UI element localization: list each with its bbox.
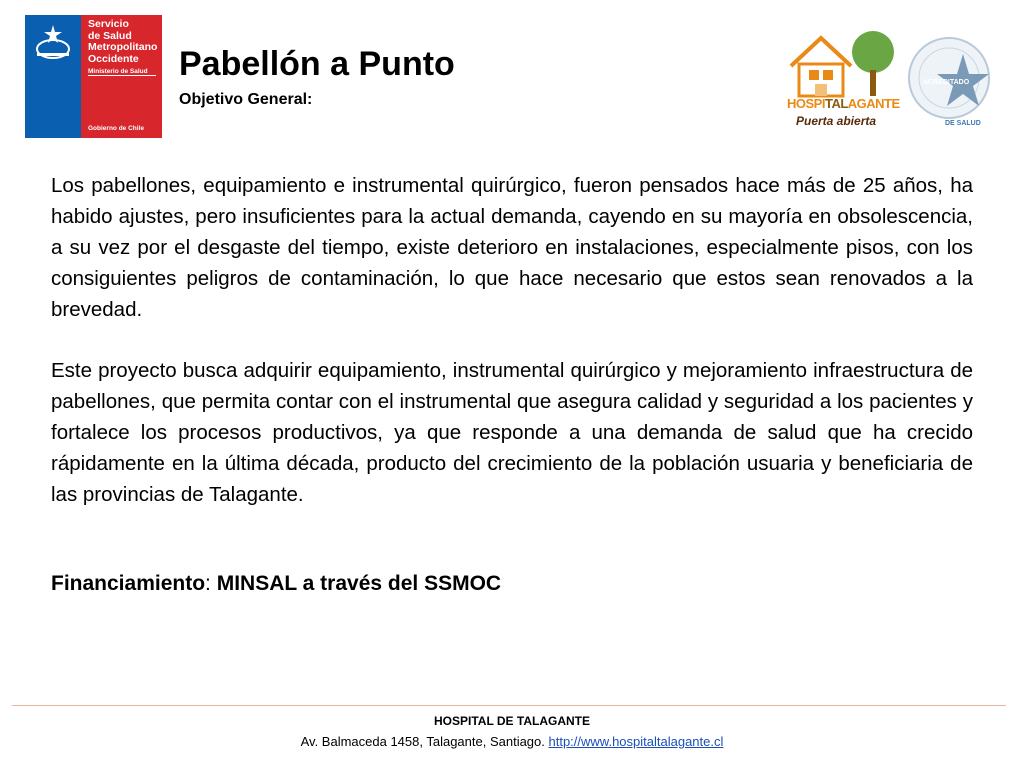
chile-crest-icon (31, 23, 75, 63)
seal-caption: DE SALUD (945, 120, 981, 127)
funding-line (51, 572, 501, 596)
logo-line: Occidente (88, 52, 139, 65)
hospital-tagline: Puerta abierta (796, 114, 877, 128)
page-title: Pabellón a Punto (179, 45, 455, 83)
funding-value: MINSAL a través del SSMOC (210, 572, 502, 595)
brand-end: AGANTE (847, 96, 900, 111)
logo-line: Metropolitano (88, 41, 158, 53)
website-link[interactable]: http://www.hospitaltalagante.cl (548, 734, 724, 749)
funding-label: Financiamiento (51, 572, 206, 595)
logo-service-name (88, 19, 157, 65)
hospital-logo (787, 30, 905, 138)
funding-colon: : (205, 572, 211, 595)
brand-start: HOSPI (787, 96, 825, 111)
logo-divider (88, 75, 156, 76)
seal-badge: ACREDITADO (923, 79, 970, 86)
body-content (51, 170, 973, 540)
body-paragraph: Este proyecto busca adquirir equipamiento, instrumental quirúrgico y mejoramiento infraestructura de pabellones, que permita contar con el instrumental que asegura calidad y seguridad a los pacientes y fortalece los procesos productivos, ya que responde a una demanda de salud que ha crecido rápidamente en la última década, producto del crecimiento de la población usuaria y beneficiaria de las provincias de Talagante. (51, 359, 973, 506)
logo-line: de Salud (88, 29, 132, 42)
footer-address (0, 734, 1024, 749)
footer-address-text: Av. Balmaceda 1458, Talagante, Santiago. (300, 734, 549, 749)
page-subtitle: Objetivo General: (179, 91, 313, 108)
footer-title: HOSPITAL DE TALAGANTE (434, 714, 590, 728)
logo-blue-lower (25, 110, 81, 138)
body-paragraph: Los pabellones, equipamiento e instrumental quirúrgico, fueron pensados hace más de 25 años, ha habido ajustes, pero insuficientes para la actual demanda, cayendo en su mayoría en obsolescencia, a su vez por el desgaste del tiempo, existe deterioro en instalaciones, especialmente pisos, con los consiguientes peligros de contaminación, lo que hace necesario que estos sean renovados a la brevedad. (51, 174, 973, 321)
house-tree-icon (787, 30, 905, 100)
footer-divider (12, 705, 1006, 706)
gobierno-logo (25, 15, 162, 138)
logo-government: Gobierno de Chile (88, 125, 144, 132)
brand-mid: TAL (824, 96, 848, 111)
hospital-brand (787, 96, 900, 111)
logo-line: Servicio (88, 18, 129, 30)
logo-ministry: Ministerio de Salud (88, 68, 148, 75)
